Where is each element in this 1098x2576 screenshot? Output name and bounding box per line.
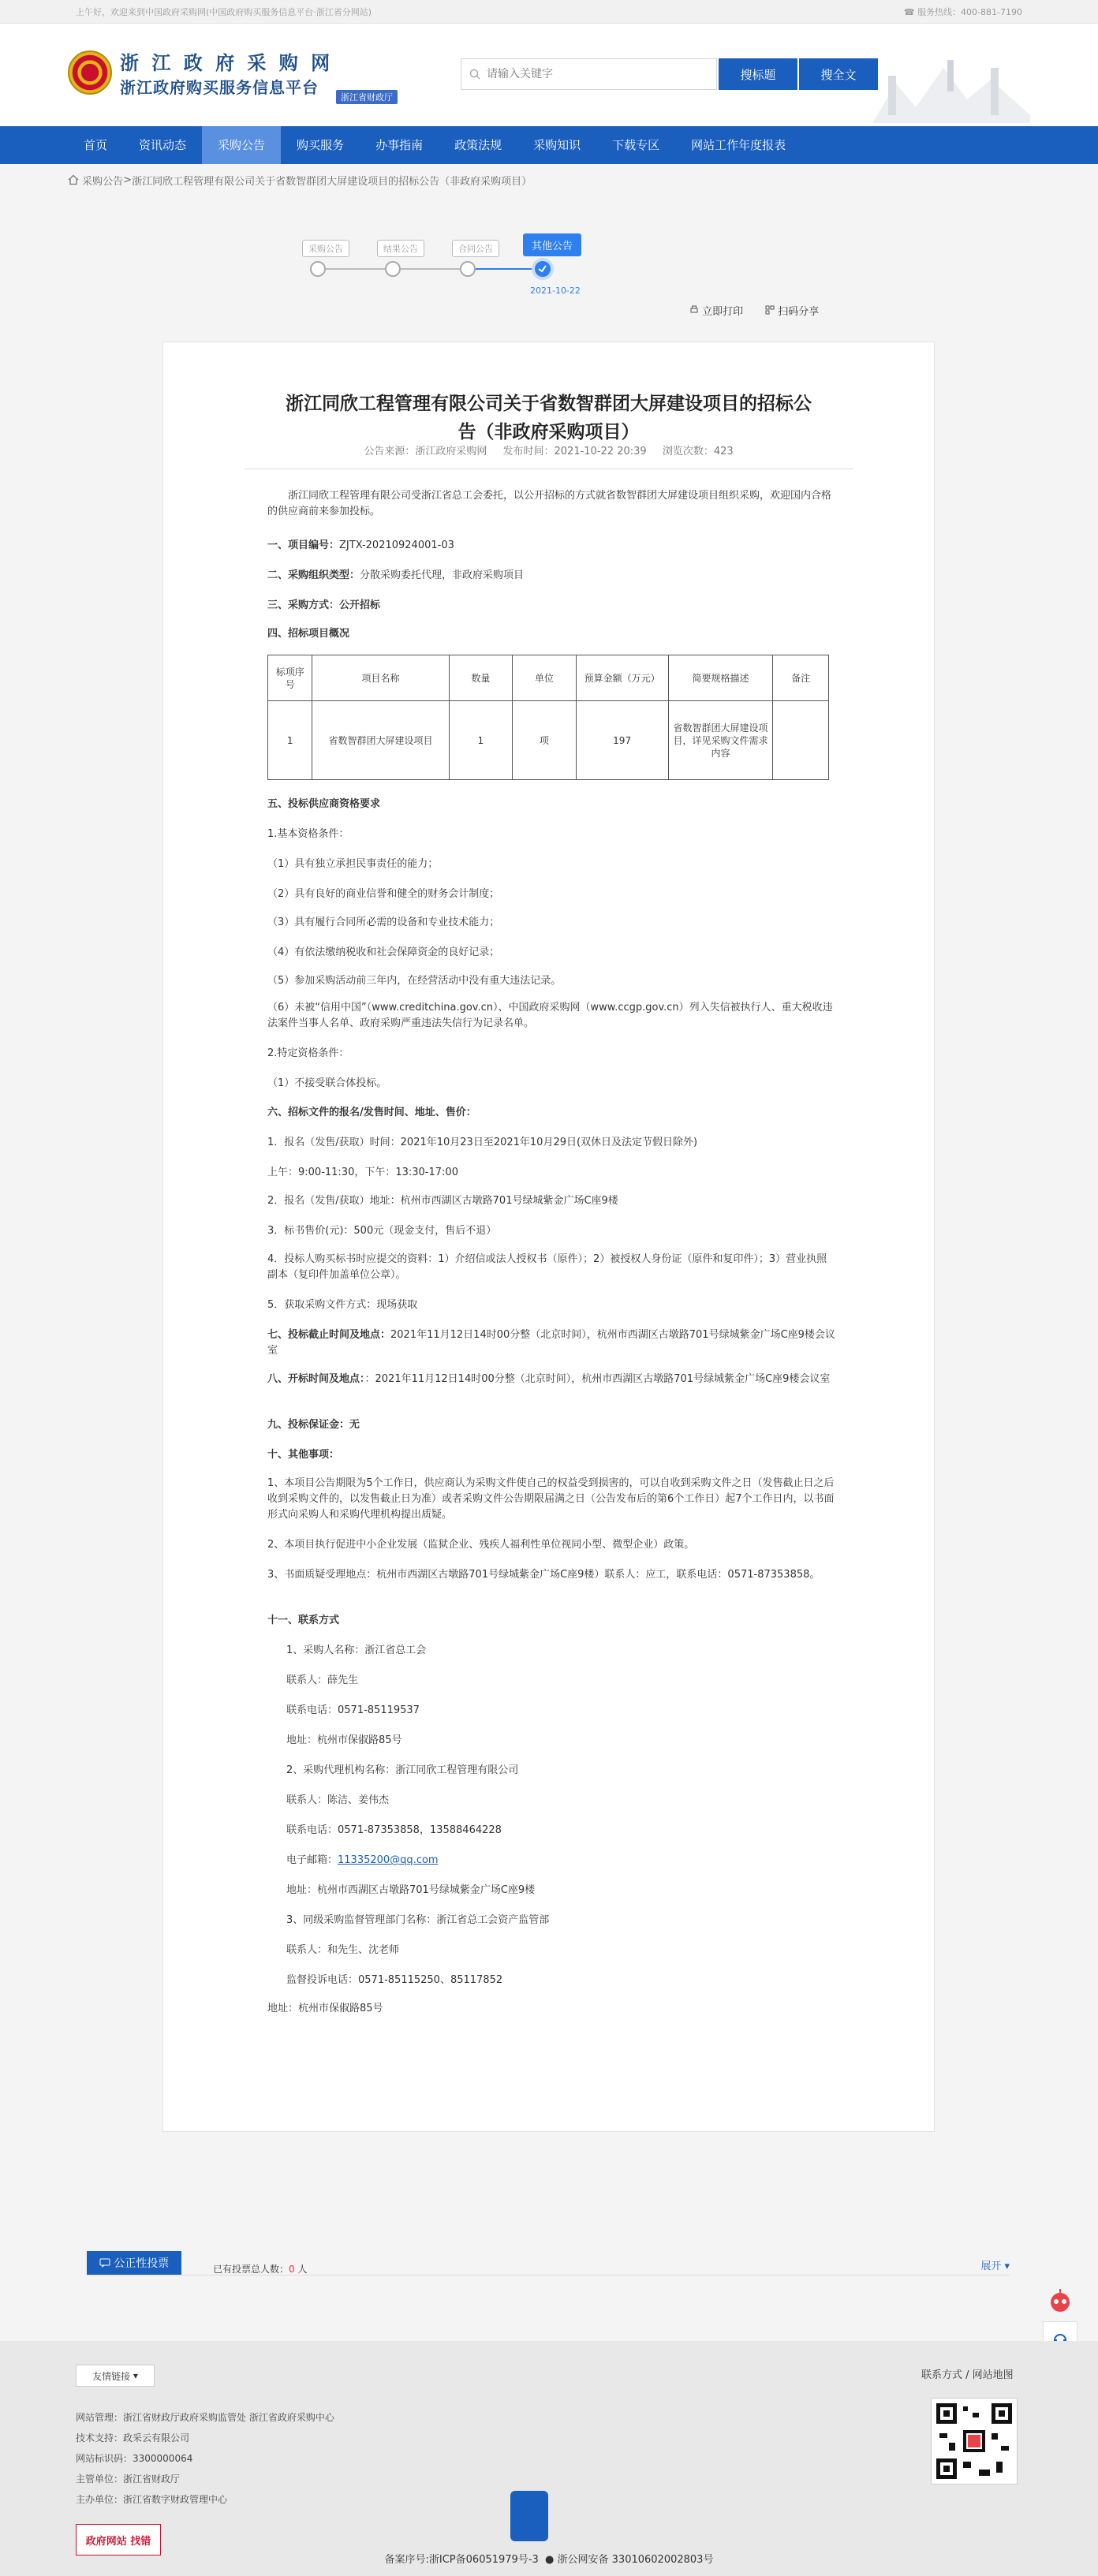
email-label: 电子邮箱： bbox=[286, 1854, 338, 1866]
step-connector bbox=[326, 268, 385, 270]
printer-icon bbox=[689, 305, 699, 315]
nav-item-1[interactable]: 资讯动态 bbox=[139, 138, 187, 152]
meta-source: 公告来源：浙江政府采购网 bbox=[364, 446, 487, 457]
nav-item-8[interactable]: 网站工作年度报表 bbox=[691, 138, 786, 152]
section-2-value: 分散采购委托代理，非政府采购项目 bbox=[360, 569, 525, 581]
article-paper bbox=[162, 342, 935, 2132]
table-header: 标项序号 bbox=[268, 655, 312, 701]
section-1-value: ZJTX-20210924001-03 bbox=[339, 539, 454, 551]
footer-row: 主管单位：浙江省财政厅 bbox=[76, 2473, 181, 2485]
table-cell: 省数智群团大屏建设项目，详见采购文件需求内容 bbox=[668, 701, 773, 780]
site-footer bbox=[0, 2341, 1098, 2576]
org-badge: 浙江省财政厅 bbox=[336, 90, 398, 104]
s5-special: 2.特定资格条件： bbox=[267, 1047, 349, 1059]
robot-assistant-icon[interactable] bbox=[1043, 2283, 1077, 2318]
contact-line: 联系人：陈洁、姜伟杰 bbox=[286, 1794, 390, 1806]
search-box bbox=[461, 58, 717, 90]
expand-button[interactable]: 展开 ▾ bbox=[980, 2261, 1010, 2272]
notice-steps bbox=[68, 196, 1030, 318]
friend-links-label: 友情链接 bbox=[92, 2370, 131, 2382]
table-cell: 省数智群团大屏建设项目 bbox=[312, 701, 449, 780]
section-6: 六、招标文件的报名/发售时间、地址、售价： bbox=[267, 1107, 476, 1118]
table-cell: 项 bbox=[513, 701, 577, 780]
step-label-contract[interactable]: 合同公告 bbox=[452, 240, 499, 257]
search-input[interactable] bbox=[487, 68, 700, 80]
section-8 bbox=[267, 1372, 835, 1387]
section-3: 三、采购方式：公开招标 bbox=[267, 599, 381, 611]
hotline-text: ☎ 服务热线：400-881-7190 bbox=[903, 7, 1022, 17]
step-connector bbox=[401, 268, 460, 270]
s5-item: （1）不接受联合体投标。 bbox=[267, 1077, 387, 1089]
table-cell bbox=[773, 701, 829, 780]
search-fulltext-button[interactable]: 搜全文 bbox=[799, 58, 878, 90]
nav-item-4[interactable]: 办事指南 bbox=[375, 138, 424, 152]
s10-item: 3、书面质疑受理地点：杭州市西湖区古墩路701号绿城紫金广场C座9楼）联系人：应工，联系电话：0571-87353858。 bbox=[267, 1569, 820, 1581]
contact-line: 联系人：薛先生 bbox=[286, 1674, 359, 1686]
s6-item: 1．报名（发售/获取）时间：2021年10月23日至2021年10月29日(双休日及法定节假日除外) bbox=[267, 1137, 698, 1148]
share-label: 扫码分享 bbox=[778, 306, 820, 318]
article-intro: 浙江同欣工程管理有限公司受浙江省总工会委托，以公开招标的方式就省数智群团大屏建设项目组织采购，欢迎国内合格的供应商前来参加投标。 bbox=[267, 490, 832, 517]
project-table bbox=[267, 655, 829, 780]
contact-supervisor: 3、同级采购监督管理部门名称：浙江省总工会资产监管部 bbox=[286, 1914, 550, 1926]
section-7-value: 2021年11月12日14时00分整（北京时间），杭州市西湖区古墩路701号绿城紫金广场C座9楼会议室 bbox=[267, 1329, 835, 1357]
main-nav bbox=[0, 126, 1098, 164]
table-cell: 1 bbox=[268, 701, 312, 780]
email-link[interactable]: 11335200@qq.com bbox=[338, 1854, 439, 1866]
footer-row: 技术支持：政采云有限公司 bbox=[76, 2432, 190, 2443]
party-organization-badge-icon bbox=[510, 2491, 548, 2541]
s6-item: 2．报名（发售/获取）地址：杭州市西湖区古墩路701号绿城紫金广场C座9楼 bbox=[267, 1195, 618, 1207]
section-7-label: 七、投标截止时间及地点： bbox=[267, 1329, 391, 1341]
s10-item: 2、本项目执行促进中小企业发展（监狱企业、残疾人福利性单位视同小型、微型企业）政策。 bbox=[267, 1539, 695, 1551]
section-9: 九、投标保证金：无 bbox=[267, 1419, 360, 1431]
section-4: 四、招标项目概况 bbox=[267, 628, 350, 640]
section-10: 十、其他事项： bbox=[267, 1449, 340, 1461]
s5-item: （5）参加采购活动前三年内，在经营活动中没有重大违法记录。 bbox=[267, 975, 562, 987]
table-header: 单位 bbox=[513, 655, 577, 701]
top-bar bbox=[0, 0, 1098, 24]
step-label-result[interactable]: 结果公告 bbox=[377, 240, 424, 257]
national-emblem-icon bbox=[68, 50, 112, 95]
contact-agency: 2、采购代理机构名称：浙江同欣工程管理有限公司 bbox=[286, 1764, 519, 1776]
step-dot-1 bbox=[310, 261, 326, 277]
step-date: 2021-10-22 bbox=[530, 286, 581, 296]
nav-item-0[interactable]: 首页 bbox=[84, 138, 108, 152]
check-icon bbox=[536, 263, 549, 275]
nav-item-2[interactable]: 采购公告 bbox=[202, 126, 281, 164]
table-header: 预算金额（万元） bbox=[576, 655, 668, 701]
section-2 bbox=[267, 568, 835, 584]
vote-tab-label: 公正性投票 bbox=[114, 2257, 170, 2270]
table-cell: 1 bbox=[449, 701, 513, 780]
section-8-value: ：2021年11月12日14时00分整（北京时间），杭州市西湖区古墩路701号绿城紫金广场C座9楼会议室 bbox=[364, 1373, 831, 1385]
logo-title: 浙 江 政 府 采 购 网 bbox=[120, 51, 334, 74]
footer-info bbox=[76, 2407, 334, 2510]
site-header bbox=[0, 24, 1098, 126]
article-title-line2: 告（非政府采购项目） bbox=[458, 422, 640, 442]
table-header: 数量 bbox=[449, 655, 513, 701]
s6-item: 4．投标人购买标书时应提交的资料：1）介绍信或法人授权书（原件）；2）被授权人身份证（原件和复印件）；3）营业执照副本（复印件加盖单位公章）。 bbox=[267, 1253, 827, 1281]
qrcode-icon bbox=[932, 2399, 1017, 2484]
s5-item: （3）具有履行合同所必需的设备和专业技术能力； bbox=[267, 917, 500, 928]
footer-row: 网站管理：浙江省财政厅政府采购监管处 浙江省政府采购中心 bbox=[76, 2412, 334, 2423]
article-tools bbox=[689, 303, 819, 318]
step-dot-3 bbox=[460, 261, 476, 277]
section-5: 五、投标供应商资格要求 bbox=[267, 798, 381, 810]
footer-row: 主办单位：浙江省数字财政管理中心 bbox=[76, 2494, 228, 2505]
contact-line: 联系电话：0571-85119537 bbox=[286, 1704, 420, 1716]
home-icon[interactable] bbox=[68, 174, 79, 185]
step-dot-2 bbox=[385, 261, 401, 277]
hotline-value: 服务热线：400-881-7190 bbox=[917, 7, 1022, 17]
search-title-button[interactable]: 搜标题 bbox=[719, 58, 797, 90]
table-header: 简要规格描述 bbox=[668, 655, 773, 701]
nav-item-3[interactable]: 购买服务 bbox=[297, 138, 345, 152]
breadcrumb-separator: > bbox=[123, 174, 133, 186]
s5-item: （4）有依法缴纳税收和社会保障资金的良好记录； bbox=[267, 946, 500, 958]
vote-count-label: 已有投票总人数： bbox=[213, 2264, 289, 2275]
fairness-vote bbox=[87, 2251, 1010, 2283]
section-8-label: 八、开标时间及地点： bbox=[267, 1373, 365, 1385]
s6-item: 5．获取采购文件方式：现场获取 bbox=[267, 1299, 418, 1311]
meta-views: 浏览次数：423 bbox=[662, 446, 734, 457]
friend-links-select[interactable]: 友情链接 ▾ bbox=[76, 2365, 155, 2387]
vote-count-value: 0 bbox=[289, 2264, 295, 2275]
contact-line bbox=[267, 1853, 835, 1869]
s5-item: （2）具有良好的商业信誉和健全的财务会计制度； bbox=[267, 888, 500, 900]
s5-item: （1）具有独立承担民事责任的能力； bbox=[267, 858, 439, 870]
share-button[interactable] bbox=[765, 303, 819, 318]
site-logo[interactable] bbox=[68, 47, 333, 98]
s10-item: 1、本项目公告期限为5个工作日，供应商认为采购文件使自己的权益受到损害的，可以自收到采购文件之日（发售截止日之后收到采购文件的，以发售截止日为准）或者采购文件公告期限届满之日（公告发布后的第6个工作日）起7个工作日内，以书面形式向采购人和采购代理机构提出质疑。 bbox=[267, 1477, 835, 1521]
section-1-label: 一、项目编号： bbox=[267, 539, 340, 551]
table-row bbox=[268, 701, 829, 780]
police-record[interactable]: 浙公网安备 33010602002803号 bbox=[557, 2554, 714, 2566]
search-icon bbox=[469, 69, 480, 80]
step-dot-current bbox=[535, 261, 551, 277]
step-connector-active bbox=[476, 268, 535, 270]
nav-item-5[interactable]: 政策法规 bbox=[454, 138, 502, 152]
chat-icon bbox=[99, 2258, 110, 2268]
vote-count bbox=[213, 2262, 307, 2275]
search-area bbox=[461, 58, 878, 90]
section-7 bbox=[267, 1327, 835, 1359]
s6-item: 上午：9:00-11:30，下午：13:30-17:00 bbox=[267, 1167, 458, 1178]
print-label: 立即打印 bbox=[702, 306, 744, 318]
footer-row: 网站标识码：3300000064 bbox=[76, 2453, 193, 2464]
qrcode-image bbox=[931, 2398, 1018, 2485]
landscape-decoration-icon bbox=[872, 52, 1030, 123]
breadcrumb-root[interactable]: 采购公告 bbox=[82, 175, 124, 188]
icp-record[interactable]: 备案序号:浙ICP备06051979号-3 bbox=[384, 2554, 539, 2566]
section-2-label: 二、采购组织类型： bbox=[267, 569, 360, 581]
nav-item-7[interactable]: 下载专区 bbox=[612, 138, 660, 152]
print-button[interactable] bbox=[689, 303, 743, 318]
article-meta bbox=[163, 442, 934, 457]
step-label-procurement[interactable]: 采购公告 bbox=[302, 240, 349, 257]
nav-item-6[interactable]: 采购知识 bbox=[533, 138, 581, 152]
s5-basic: 1.基本资格条件： bbox=[267, 828, 349, 840]
step-label-other[interactable]: 其他公告 bbox=[523, 233, 581, 256]
footer-bottom bbox=[0, 2551, 1098, 2566]
breadcrumb-current: 浙江同欣工程管理有限公司关于省数智群团大屏建设项目的招标公告（非政府采购项目） bbox=[132, 175, 532, 188]
s6-item: 3．标书售价(元)：500元（现金支付，售后不退） bbox=[267, 1225, 497, 1237]
table-header: 项目名称 bbox=[312, 655, 449, 701]
article-title bbox=[163, 390, 934, 446]
contact-line: 监督投诉电话：0571-85115250、85117852 bbox=[286, 1974, 503, 1986]
expand-label: 展开 bbox=[980, 2261, 1002, 2272]
section-1 bbox=[267, 538, 835, 554]
contact-line: 联系电话：0571-87353858，13588464228 bbox=[286, 1824, 502, 1836]
qr-share-icon bbox=[765, 305, 775, 315]
contact-line: 地址：杭州市保俶路85号 bbox=[286, 1734, 402, 1746]
contact-buyer: 1、采购人名称：浙江省总工会 bbox=[286, 1645, 427, 1656]
gov-website-error-badge[interactable]: 政府网站 找错 bbox=[76, 2524, 161, 2555]
contact-line: 地址：杭州市西湖区古墩路701号绿城紫金广场C座9楼 bbox=[286, 1884, 536, 1896]
table-cell: 197 bbox=[576, 701, 668, 780]
logo-subtitle: 浙江政府购买服务信息平台 bbox=[120, 78, 319, 97]
meta-time: 发布时间：2021-10-22 20:39 bbox=[502, 446, 647, 457]
section-11: 十一、联系方式 bbox=[267, 1615, 340, 1626]
greeting-text: 上午好，欢迎来到中国政府采购网(中国政府购买服务信息平台·浙江省分网站) bbox=[76, 7, 372, 17]
footer-links[interactable]: 联系方式 / 网站地图 bbox=[921, 2369, 1014, 2381]
s5-item: （6）未被“信用中国”（www.creditchina.gov.cn）、中国政府采购网（www.ccgp.gov.cn）列入失信被执行人、重大税收违法案件当事人名单、政府采购严重违法失信行为记录名单。 bbox=[267, 1002, 833, 1029]
breadcrumb bbox=[68, 164, 1030, 196]
table-header: 备注 bbox=[773, 655, 829, 701]
contact-line: 地址：杭州市保俶路85号 bbox=[267, 2003, 383, 2014]
police-badge-icon: ● bbox=[545, 2554, 555, 2566]
contact-line: 联系人：和先生、沈老师 bbox=[286, 1944, 400, 1956]
article-title-line1: 浙江同欣工程管理有限公司关于省数智群团大屏建设项目的招标公 bbox=[286, 394, 812, 414]
vote-count-unit: 人 bbox=[294, 2264, 308, 2275]
vote-tab[interactable] bbox=[87, 2251, 181, 2275]
